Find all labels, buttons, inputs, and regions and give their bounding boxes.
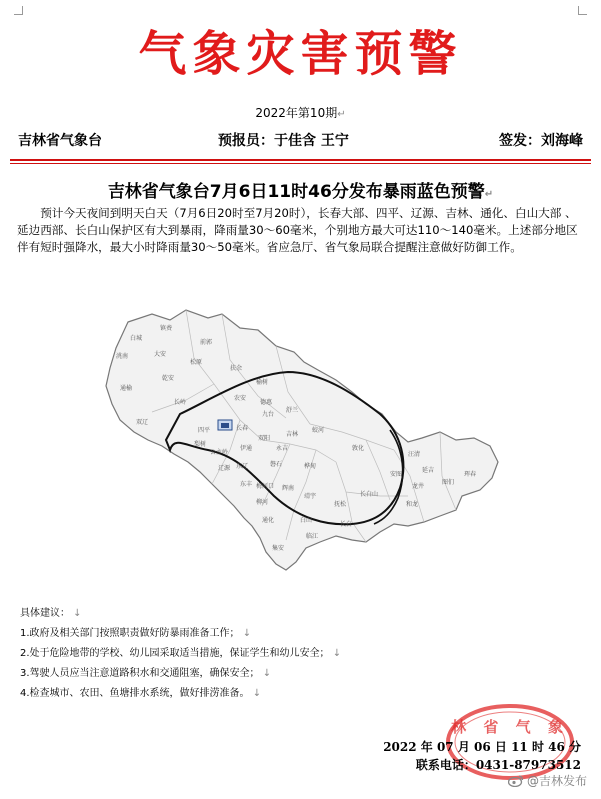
issue-datetime: 2022 年 07 月 06 日 11 时 46 分	[383, 740, 581, 754]
map-label-shuangyang: 双阳	[258, 435, 271, 442]
issuer-org: 吉林省气象台	[18, 133, 102, 149]
header-rule-thin	[10, 163, 591, 164]
map-label-dunhua: 敦化	[352, 445, 365, 452]
map-label-dehui: 德惠	[260, 399, 273, 406]
map-label-nong-an: 农安	[234, 395, 247, 402]
map-label-tumen: 图们	[442, 479, 455, 486]
suggestion-item: 4.检查城市、农田、鱼塘排水系统，做好排涝准备。 ↓	[20, 688, 262, 699]
map-label-meihekou: 梅河口	[256, 483, 275, 490]
warning-headline: 吉林省气象台7月6日11时46分发布暴雨蓝色预警↵	[107, 182, 494, 202]
warning-body-text: 预计今天夜间到明天白天（7月6日20时至7月20时），长春大部、四平、辽源、吉林、通化、白山大部 、延边西部、长白山保护区有大到暴雨，降雨量30～60毫米，个别地方最大可达110～140毫米。上述部分地区伴有短时强降水，最大小时降雨量30～50毫米。省应急厅、省气象局联合提醒注意做好防御工作。	[17, 206, 578, 254]
map-label-yitong: 伊通	[240, 445, 253, 452]
svg-text:林 省 气 象: 林 省 气 象	[451, 718, 569, 736]
map-label-jilin: 吉林	[286, 431, 299, 438]
map-label-tongyu: 通榆	[120, 385, 133, 392]
suggestion-item: 3.驾驶人员应当注意道路积水和交通阻塞，确保安全； ↓	[20, 668, 272, 679]
map-label-baicheng: 白城	[130, 335, 143, 342]
map-label-jiaohe: 蛟河	[312, 427, 325, 434]
suggestions-block	[20, 604, 341, 704]
suggestions-title: 具体建议： ↓	[20, 608, 82, 619]
document-title: 气象灾害预警	[138, 26, 463, 82]
map-label-liuhe: 柳河	[256, 499, 269, 506]
map-label-fuyu: 扶余	[230, 365, 243, 372]
map-label-fusong: 抚松	[334, 501, 347, 508]
map-label-linjiang: 临江	[306, 533, 319, 540]
province-outline	[106, 310, 498, 570]
map-label-huinan: 辉南	[282, 485, 295, 492]
info-line	[18, 130, 583, 152]
map-label-panshi: 磐石	[270, 461, 283, 468]
map-label-changbai: 长白	[340, 521, 353, 528]
weibo-watermark	[508, 772, 587, 789]
warning-headline-text: 吉林省气象台7月6日11时46分发布暴雨蓝色预警	[107, 182, 485, 202]
map-label-changbaishan: 长白山	[360, 491, 379, 498]
forecaster: 预报员：于佳含 王宁	[218, 133, 349, 149]
map-label-qianguo: 前郭	[200, 339, 213, 346]
map-label-longjing: 龙井	[412, 483, 425, 490]
map-label-yongji: 永吉	[276, 445, 289, 452]
map-label-baishan: 白山	[300, 517, 313, 524]
suggestion-4: 4.检查城市、农田、鱼塘排水系统，做好排涝准备。	[20, 688, 250, 699]
signer: 签发：刘海峰	[499, 133, 583, 149]
issue-number-text: 2022年第10期	[255, 106, 338, 120]
corner-mark-top-left	[14, 6, 23, 15]
corner-mark-top-right	[578, 6, 587, 15]
suggestion-2: 2.处于危险地带的学校、幼儿园采取适当措施，保证学生和幼儿安全；	[20, 648, 330, 659]
map-label-shulan: 舒兰	[286, 407, 299, 414]
map-label-jiutai: 九台	[262, 411, 275, 418]
map-label-jingyu: 靖宇	[304, 493, 317, 500]
map-label-helong: 和龙	[406, 501, 419, 508]
suggestion-3: 3.驾驶人员应当注意道路积水和交通阻塞，确保安全；	[20, 668, 260, 679]
map-label-qian-an: 乾安	[162, 375, 175, 382]
map-label-wangqing: 汪清	[408, 451, 421, 458]
map-label-liaoyuan: 辽源	[218, 465, 231, 472]
map-label-antu: 安图	[390, 471, 403, 478]
map-label-da-an: 大安	[154, 351, 167, 358]
map-label-shuangliao: 双辽	[136, 419, 149, 426]
map-label-changchun: 长春	[236, 425, 249, 432]
contact-phone: 联系电话：0431-87973512	[415, 758, 581, 772]
weibo-logo-icon	[508, 775, 524, 787]
map-label-gongzhuling: 公主岭	[210, 449, 229, 456]
map-label-songyuan: 松原	[190, 359, 203, 366]
map-label-lishu: 梨树	[194, 441, 207, 448]
changchun-city-marker-inner	[221, 423, 229, 428]
map-label-ji-an: 集安	[272, 545, 285, 552]
map-label-siping: 四平	[198, 427, 211, 434]
map-label-yanji: 延吉	[422, 467, 435, 474]
suggestions-title-text: 具体建议：	[20, 608, 70, 619]
map-label-dongfeng: 东丰	[240, 481, 253, 488]
map-label-zhenlai: 镇赉	[160, 325, 173, 332]
map-label-hunchun: 珲春	[464, 471, 477, 478]
header-rule-thick	[10, 159, 591, 161]
jilin-rainfall-map	[90, 300, 520, 590]
issue-number: 2022年第10期↵	[255, 106, 346, 120]
suggestion-1: 1.政府及相关部门按照职责做好防暴雨准备工作；	[20, 628, 240, 639]
suggestion-item: 2.处于危险地带的学校、幼儿园采取适当措施，保证学生和幼儿安全； ↓	[20, 648, 342, 659]
weibo-watermark-text: @吉林发布	[526, 774, 587, 788]
map-label-dongliao: 东辽	[236, 463, 249, 470]
suggestion-item: 1.政府及相关部门按照职责做好防暴雨准备工作； ↓	[20, 628, 252, 639]
map-label-taonan: 洮南	[116, 353, 129, 360]
map-label-yushu: 榆树	[256, 379, 269, 386]
map-label-changling: 长岭	[174, 399, 187, 406]
map-label-tonghua: 通化	[262, 517, 275, 524]
map-label-huadian: 桦甸	[304, 463, 317, 470]
